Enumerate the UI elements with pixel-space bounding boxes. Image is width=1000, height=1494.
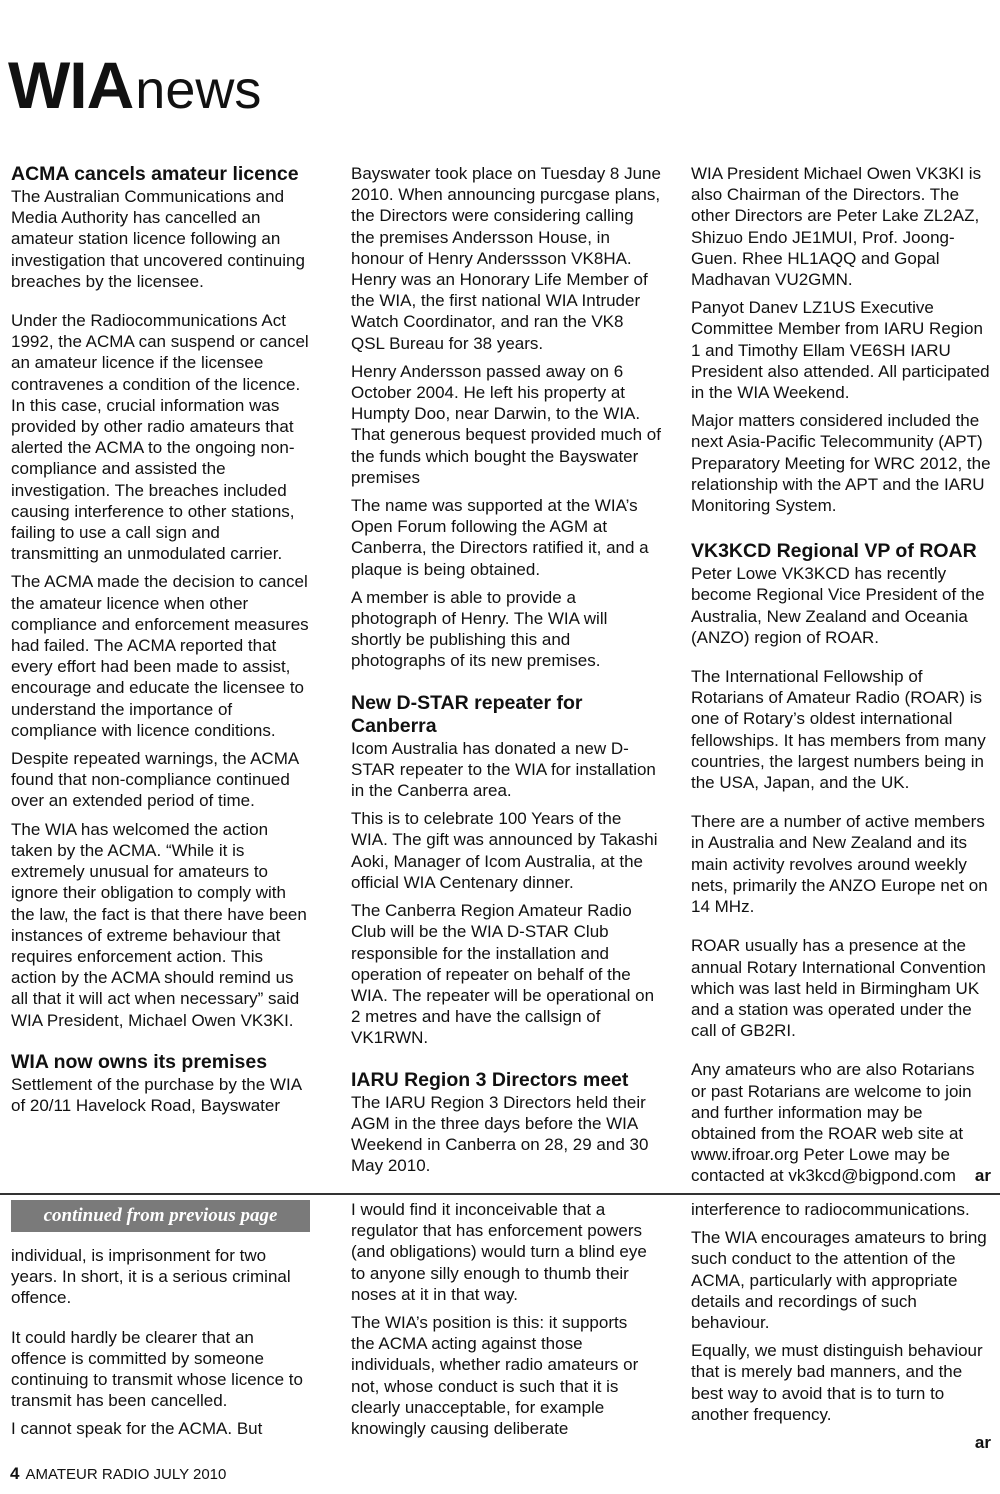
continued-paragraph: Equally, we must distinguish behaviour that is merely bad manners, and the best way to avoid that is to turn to another frequency. [691, 1341, 983, 1424]
continued-paragraph: I cannot speak for the ACMA. But [11, 1419, 263, 1439]
iaru-paragraph: Panyot Danev LZ1US Executive Committee Member from IARU Region 1 and Timothy Ellam VE6SH IARU President also attended. All participated in the WIA Weekend. [691, 298, 990, 403]
roar-paragraph: ROAR usually has a presence at the annual Rotary International Convention which was last held in Birmingham UK and a station was operated under the call of GB2RI. [691, 936, 986, 1041]
page-footer [10, 1464, 226, 1484]
premises-paragraph: Henry Andersson passed away on 6 October 2004. He left his property at Humpty Doo, near Darwin, to the WIA. That generous bequest provided much of the funds which bought the Bayswater premises [351, 361, 661, 487]
iaru-paragraph: Major matters considered included the next Asia-Pacific Telecommunity (APT) Preparatory Meeting for WRC 2012, the relationship with the APT and the IARU Monitoring System. [691, 411, 991, 516]
continued-paragraph: I would find it inconceivable that a regulator that has enforcement powers (and obligations) would turn a blind eye to anyone silly enough to thumb their noses at it in that way. [351, 1200, 647, 1304]
section-divider [0, 1193, 1000, 1195]
roar-paragraph-text: Any amateurs who are also Rotarians or past Rotarians are welcome to join and further information may be obtained from the ROAR web site at www.ifroar.org Peter Lowe may be contacted at vk3kcd@bigpond.com [691, 1060, 975, 1186]
acma-paragraph: The WIA has welcomed the action taken by the ACMA. “While it is extremely unusual for amateurs to ignore their obligation to comply with the law, the fact is that there have been instances of extreme behaviour that requires enforcement action. This action by the ACMA should remind us all that it will act when necessary” said WIA President, Michael Owen VK3KI. [11, 819, 307, 1030]
masthead-wia: WIA [8, 48, 134, 122]
acma-paragraph: Despite repeated warnings, the ACMA found that non-compliance continued over an extended period of time. [11, 749, 299, 811]
acma-paragraph: Under the Radiocommunications Act 1992, the ACMA can suspend or cancel an amateur licence if the licensee contravenes a condition of the licence. In this case, crucial information was provided by other radio amateurs that alerted the ACMA to the ongoing non-compliance and assisted the investigation. The breaches included causing interference to other stations, failing to use a call sign and transmitting an unmodulated carrier. [11, 311, 309, 564]
iaru-paragraph: The IARU Region 3 Directors held their AGM in the three days before the WIA Weekend in Canberra on 28, 29 and 30 May 2010. [351, 1092, 649, 1176]
roar-heading: VK3KCD Regional VP of ROAR [691, 540, 977, 563]
dstar-paragraph: This is to celebrate 100 Years of the WIA. The gift was announced by Takashi Aoki, Manager of Icom Australia, at the official WIA Centenary dinner. [351, 809, 658, 892]
continued-banner: continued from previous page [11, 1200, 310, 1232]
acma-heading: ACMA cancels amateur licence [11, 163, 299, 185]
continued-paragraph: It could hardly be clearer that an offence is committed by someone continuing to transmit whose licence to transmit has been cancelled. [11, 1327, 303, 1411]
acma-paragraph: The Australian Communications and Media Authority has cancelled an amateur station licence following an investigation that uncovered continuing breaches by the licensee. [11, 187, 305, 291]
continued-paragraph: interference to radiocommunications. [691, 1200, 970, 1219]
premises-paragraph: Settlement of the purchase by the WIA of 20/11 Havelock Road, Bayswater [11, 1074, 302, 1115]
roar-paragraph: Peter Lowe VK3KCD has recently become Regional Vice President of the Australia, New Zealand and Oceania (ANZO) region of ROAR. [691, 564, 985, 647]
column-1 [11, 163, 311, 1123]
end-mark: ar [974, 1166, 991, 1186]
dstar-heading: New D-STAR repeater for Canberra [351, 691, 583, 737]
page-number: 4 [10, 1464, 20, 1483]
premises-paragraph: The name was supported at the WIA’s Open Forum following the AGM at Canberra, the Directors ratified it, and a plaque is being obtained. [351, 496, 649, 579]
premises-paragraph-continued: Bayswater took place on Tuesday 8 June 2010. When announcing purcgase plans, the Directors were considering calling the premises Andersson House, in honour of Henry Anderssson VK8HA. Henry was an Honorary Life Member of the WIA, the first national WIA Intruder Watch Coordinator, and ran the VK8 QSL Bureau for 38 years. [351, 164, 661, 353]
masthead [8, 48, 262, 122]
column-3 [691, 163, 991, 1194]
continued-column-2 [351, 1199, 651, 1446]
roar-paragraph-last [691, 1059, 991, 1186]
publication-name: AMATEUR RADIO JULY 2010 [25, 1466, 227, 1483]
roar-paragraph: The International Fellowship of Rotarians of Amateur Radio (ROAR) is one of Rotary’s oldest international fellowships. It has members from many countries, the largest numbers being in the USA, Japan, and the UK. [691, 667, 986, 793]
continued-paragraph: individual, is imprisonment for two years. In short, it is a serious criminal offence. [11, 1246, 291, 1308]
iaru-heading: IARU Region 3 Directors meet [351, 1068, 629, 1091]
continued-column-3 [691, 1199, 991, 1453]
roar-paragraph: There are a number of active members in Australia and New Zealand and its main activity revolves around weekly nets, primarily the ANZO Europe net on 14 MHz. [691, 812, 988, 917]
continued-paragraph: The WIA’s position is this: it supports the ACMA acting against those individuals, whether radio amateurs or not, whose conduct is such that it is clearly unacceptable, for example knowingly causing deliberate [351, 1313, 639, 1439]
dstar-paragraph: Icom Australia has donated a new D-STAR repeater to the WIA for installation in the Canberra area. [351, 738, 656, 801]
acma-paragraph: The ACMA made the decision to cancel the amateur licence when other compliance and enforcement measures had failed. The ACMA reported that every effort had been made to assist, encourage and educate the licensee to understand the importance of compliance with licence conditions. [11, 572, 309, 740]
continued-paragraph: The WIA encourages amateurs to bring such conduct to the attention of the ACMA, particularly with appropriate details and recordings of such behaviour. [691, 1228, 987, 1333]
iaru-paragraph: WIA President Michael Owen VK3KI is also Chairman of the Directors. The other Directors are Peter Lake ZL2AZ, Shizuo Endo JE1MUI, Prof. Joong-Guen. Rhee HL1AQQ and Gopal Madhavan VU2GMN. [691, 164, 982, 290]
column-2 [351, 163, 661, 1183]
continued-column-1 [11, 1245, 311, 1447]
masthead-news: news [135, 60, 262, 120]
end-mark: ar [974, 1433, 991, 1453]
premises-heading: WIA now owns its premises [11, 1050, 268, 1073]
dstar-paragraph: The Canberra Region Amateur Radio Club will be the WIA D-STAR Club responsible for the installation and operation of repeater on behalf of the WIA. The repeater will be operational on 2 metres and have the callsign of VK1RWN. [351, 901, 655, 1048]
premises-paragraph: A member is able to provide a photograph of Henry. The WIA will shortly be publishing this and photographs of its new premises. [351, 587, 608, 671]
